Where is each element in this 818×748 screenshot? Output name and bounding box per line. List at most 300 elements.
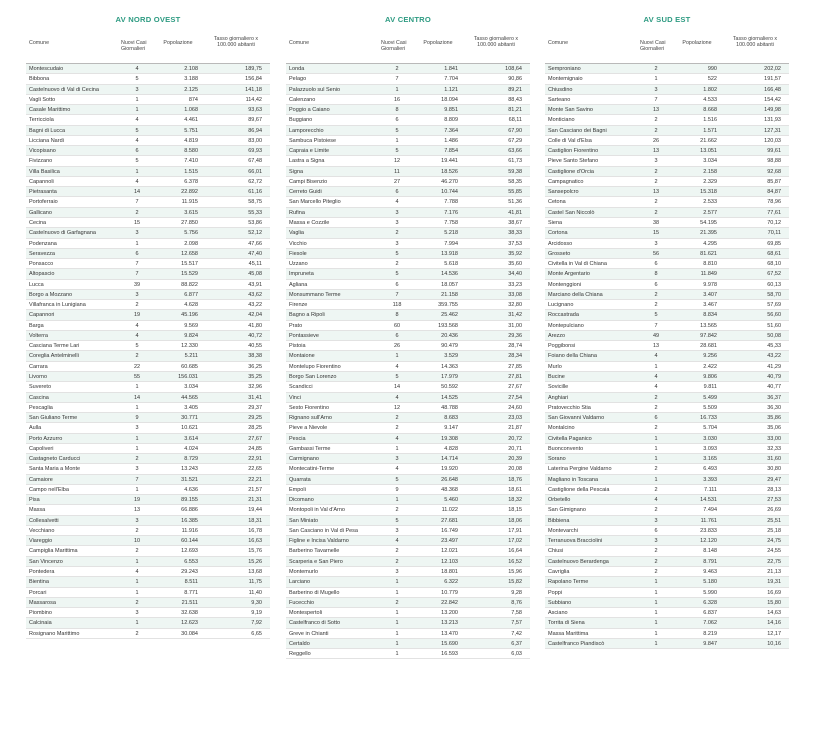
cell-tasso: 191,57	[764, 76, 781, 83]
cell-nuovi-casi: 1	[135, 96, 139, 103]
table-row	[26, 239, 270, 249]
table-row	[286, 95, 530, 105]
cell-nuovi-casi: 7	[395, 76, 399, 83]
cell-popolazione: 60.685	[181, 363, 198, 370]
cell-popolazione: 3.030	[703, 435, 717, 442]
cell-nuovi-casi: 5	[135, 158, 139, 165]
cell-comune: Arcidosso	[548, 240, 573, 247]
cell-tasso: 47,40	[248, 250, 262, 257]
table-row	[26, 197, 270, 207]
cell-popolazione: 5.509	[703, 404, 717, 411]
cell-tasso: 50,08	[767, 332, 781, 339]
cell-comune: Rignano sull'Arno	[289, 415, 332, 422]
cell-tasso: 7,42	[511, 630, 522, 637]
table-row	[545, 423, 789, 433]
cell-comune: Vagli Sotto	[29, 96, 56, 103]
table-row	[26, 495, 270, 505]
cell-tasso: 67,48	[248, 158, 262, 165]
cell-popolazione: 3.614	[184, 435, 198, 442]
cell-tasso: 15,82	[508, 579, 522, 586]
cell-comune: Terranuova Bracciolini	[548, 538, 603, 545]
table-row	[545, 177, 789, 187]
cell-tasso: 14,63	[767, 610, 781, 617]
cell-tasso: 21,13	[767, 569, 781, 576]
cell-popolazione: 1.515	[184, 168, 198, 175]
cell-comune: Pistoia	[289, 343, 306, 350]
cell-nuovi-casi: 4	[135, 322, 139, 329]
cell-tasso: 154,42	[764, 96, 781, 103]
cell-nuovi-casi: 5	[135, 127, 139, 134]
cell-tasso: 11,75	[248, 579, 262, 586]
cell-nuovi-casi: 6	[654, 281, 658, 288]
cell-popolazione: 13.565	[700, 322, 717, 329]
cell-nuovi-casi: 1	[135, 589, 139, 596]
cell-tasso: 90,86	[508, 76, 522, 83]
cell-tasso: 85,87	[767, 178, 781, 185]
table-row	[545, 228, 789, 238]
cell-nuovi-casi: 1	[395, 640, 399, 647]
cell-nuovi-casi: 1	[135, 404, 139, 411]
cell-comune: Camaiore	[29, 476, 53, 483]
cell-comune: Pontassieve	[289, 332, 319, 339]
table-row	[26, 126, 270, 136]
cell-comune: Portoferraio	[29, 199, 58, 206]
table-row	[545, 639, 789, 649]
cell-tasso: 20,39	[508, 456, 522, 463]
cell-comune: Gambassi Terme	[289, 445, 331, 452]
cell-tasso: 20,72	[508, 435, 522, 442]
cell-nuovi-casi: 3	[135, 610, 139, 617]
cell-popolazione: 3.034	[184, 384, 198, 391]
cell-nuovi-casi: 6	[135, 148, 139, 155]
cell-popolazione: 8.683	[444, 415, 458, 422]
table-row	[286, 475, 530, 485]
cell-tasso: 9,19	[251, 610, 262, 617]
header-tasso: Tasso giornaliero x 100.000 abitanti	[473, 36, 519, 49]
cell-comune: Pescia	[289, 435, 306, 442]
cell-nuovi-casi: 2	[135, 527, 139, 534]
cell-nuovi-casi: 3	[395, 569, 399, 576]
cell-comune: Coreglia Antelminelli	[29, 353, 79, 360]
cell-comune: Gallicano	[29, 209, 52, 216]
cell-comune: Montenggioni	[548, 281, 582, 288]
cell-tasso: 166,48	[764, 86, 781, 93]
cell-popolazione: 5.218	[444, 230, 458, 237]
cell-tasso: 53,86	[248, 219, 262, 226]
cell-tasso: 156,84	[245, 76, 262, 83]
cell-popolazione: 12.658	[181, 250, 198, 257]
cell-tasso: 20,08	[508, 466, 522, 473]
cell-comune: Montalcino	[548, 425, 575, 432]
cell-comune: Londa	[289, 66, 305, 72]
cell-nuovi-casi: 19	[133, 312, 141, 319]
cell-tasso: 99,61	[767, 148, 781, 155]
cell-tasso: 47,66	[248, 240, 262, 247]
cell-popolazione: 874	[188, 96, 198, 103]
cell-tasso: 57,69	[767, 302, 781, 309]
cell-tasso: 35,06	[767, 425, 781, 432]
cell-nuovi-casi: 55	[133, 373, 141, 380]
table-row	[26, 228, 270, 238]
cell-nuovi-casi: 4	[395, 538, 399, 545]
cell-tasso: 40,79	[767, 373, 781, 380]
table-row	[26, 516, 270, 526]
cell-popolazione: 16.749	[441, 527, 458, 534]
cell-tasso: 93,63	[248, 107, 262, 114]
table-row	[286, 290, 530, 300]
cell-tasso: 26,69	[767, 507, 781, 514]
panel-av-sud-est	[545, 14, 789, 649]
cell-tasso: 35,60	[508, 261, 522, 268]
table-row	[286, 454, 530, 464]
cell-popolazione: 25.462	[441, 312, 458, 319]
cell-tasso: 30,80	[767, 466, 781, 473]
cell-tasso: 69,93	[248, 148, 262, 155]
cell-popolazione: 8.219	[703, 630, 717, 637]
cell-tasso: 15,96	[508, 569, 522, 576]
cell-comune: Fivizzano	[29, 158, 53, 165]
table-row	[286, 557, 530, 567]
cell-nuovi-casi: 6	[395, 117, 399, 124]
cell-nuovi-casi: 8	[395, 312, 399, 319]
table-row	[286, 546, 530, 556]
cell-tasso: 41,80	[248, 322, 262, 329]
table-row	[545, 290, 789, 300]
cell-popolazione: 4.295	[703, 240, 717, 247]
cell-popolazione: 48.368	[441, 486, 458, 493]
cell-popolazione: 193.568	[438, 322, 458, 329]
cell-tasso: 66,01	[248, 168, 262, 175]
cell-comune: Bibbona	[29, 76, 50, 83]
cell-popolazione: 9.811	[703, 384, 717, 391]
cell-popolazione: 11.022	[441, 507, 458, 514]
table-row	[286, 351, 530, 361]
cell-popolazione: 7.364	[444, 127, 458, 134]
cell-comune: Montopoli in Val d'Arno	[289, 507, 345, 514]
cell-comune: Castelnuovo di Val di Cecina	[29, 86, 99, 93]
cell-comune: Barberino Tavarnelle	[289, 548, 340, 555]
cell-nuovi-casi: 2	[654, 209, 658, 216]
cell-popolazione: 13.243	[181, 466, 198, 473]
cell-popolazione: 30.771	[181, 415, 198, 422]
cell-comune: Pieve a Nievole	[289, 425, 328, 432]
cell-comune: Montaione	[289, 353, 315, 360]
cell-nuovi-casi: 1	[654, 363, 658, 370]
cell-popolazione: 2.329	[703, 178, 717, 185]
cell-nuovi-casi: 6	[654, 261, 658, 268]
cell-tasso: 27,54	[508, 394, 522, 401]
cell-popolazione: 19.308	[441, 435, 458, 442]
cell-nuovi-casi: 5	[135, 76, 139, 83]
table-header	[545, 30, 789, 63]
cell-nuovi-casi: 19	[133, 497, 141, 504]
cell-nuovi-casi: 4	[135, 137, 139, 144]
cell-nuovi-casi: 3	[654, 517, 658, 524]
cell-nuovi-casi: 2	[654, 178, 658, 185]
cell-comune: Impruneta	[289, 271, 314, 278]
table-row	[545, 577, 789, 587]
cell-tasso: 21,31	[248, 497, 262, 504]
table-row	[26, 156, 270, 166]
cell-nuovi-casi: 5	[654, 312, 658, 319]
cell-popolazione: 5.990	[703, 589, 717, 596]
cell-popolazione: 19.441	[441, 158, 458, 165]
cell-nuovi-casi: 4	[135, 332, 139, 339]
panel-title: AV CENTRO	[385, 15, 431, 24]
table-row	[26, 505, 270, 515]
cell-nuovi-casi: 6	[395, 189, 399, 196]
cell-popolazione: 8.809	[444, 117, 458, 124]
cell-comune: Montemignaio	[548, 76, 583, 83]
table-row	[26, 464, 270, 474]
table-row	[545, 126, 789, 136]
cell-popolazione: 45.196	[181, 312, 198, 319]
cell-popolazione: 156.031	[178, 373, 198, 380]
cell-popolazione: 7.704	[444, 76, 458, 83]
cell-tasso: 69,85	[767, 240, 781, 247]
cell-tasso: 33,23	[508, 281, 522, 288]
cell-tasso: 89,67	[248, 117, 262, 124]
cell-popolazione: 4.024	[184, 445, 198, 452]
cell-nuovi-casi: 1	[395, 445, 399, 452]
cell-comune: Murlo	[548, 363, 562, 370]
cell-comune: Colle di Val d'Elsa	[548, 137, 592, 144]
cell-popolazione: 26.648	[441, 476, 458, 483]
cell-tasso: 7,57	[511, 620, 522, 627]
cell-tasso: 22,91	[248, 456, 262, 463]
cell-popolazione: 17.979	[441, 373, 458, 380]
cell-comune: Marciano della Chiana	[548, 291, 603, 298]
cell-tasso: 67,90	[508, 127, 522, 134]
cell-popolazione: 23.497	[441, 538, 458, 545]
cell-comune: San Gimignano	[548, 507, 586, 514]
table-row	[26, 280, 270, 290]
cell-comune: Massarosa	[29, 599, 56, 606]
cell-nuovi-casi: 2	[395, 548, 399, 555]
cell-tasso: 28,34	[508, 353, 522, 360]
cell-comune: Chiusi	[548, 548, 564, 555]
cell-nuovi-casi: 7	[135, 476, 139, 483]
cell-nuovi-casi: 38	[652, 219, 660, 226]
cell-popolazione: 15.318	[700, 189, 717, 196]
cell-comune: Arezzo	[548, 332, 566, 339]
cell-tasso: 88,43	[508, 96, 522, 103]
cell-popolazione: 5.618	[444, 261, 458, 268]
cell-nuovi-casi: 1	[135, 620, 139, 627]
table-row	[26, 105, 270, 115]
cell-nuovi-casi: 1	[654, 599, 658, 606]
cell-tasso: 51,60	[767, 322, 781, 329]
cell-popolazione: 2.533	[703, 199, 717, 206]
cell-popolazione: 15.517	[181, 261, 198, 268]
cell-comune: Castelfranco Piandiscò	[548, 640, 605, 647]
cell-comune: Foiano della Chiana	[548, 353, 597, 360]
cell-nuovi-casi: 13	[133, 507, 141, 514]
cell-comune: Capraia e Limite	[289, 148, 330, 155]
cell-comune: Castelnuovo di Garfagnana	[29, 230, 96, 237]
cell-comune: Poggibonsi	[548, 343, 576, 350]
cell-comune: Pisa	[29, 497, 40, 504]
cell-nuovi-casi: 1	[135, 240, 139, 247]
cell-popolazione: 7.494	[703, 507, 717, 514]
cell-popolazione: 522	[707, 76, 717, 83]
cell-popolazione: 8.771	[184, 589, 198, 596]
cell-popolazione: 5.460	[444, 497, 458, 504]
cell-tasso: 18,15	[508, 507, 522, 514]
cell-popolazione: 9.463	[703, 569, 717, 576]
cell-comune: Rapolano Terme	[548, 579, 589, 586]
cell-tasso: 34,40	[508, 271, 522, 278]
cell-popolazione: 30.084	[181, 630, 198, 637]
cell-nuovi-casi: 2	[395, 507, 399, 514]
cell-comune: Campi Bisenzio	[289, 178, 328, 185]
cell-tasso: 25,51	[767, 517, 781, 524]
cell-comune: Montepulciano	[548, 322, 584, 329]
cell-comune: Pieve Santo Stefano	[548, 158, 599, 165]
table-row	[545, 341, 789, 351]
table-row	[286, 105, 530, 115]
cell-tasso: 68,61	[767, 250, 781, 257]
table-row	[545, 115, 789, 125]
cell-tasso: 89,21	[508, 86, 522, 93]
cell-tasso: 81,21	[508, 107, 522, 114]
cell-nuovi-casi: 1	[395, 620, 399, 627]
panel-av-centro	[286, 14, 530, 659]
cell-nuovi-casi: 3	[654, 158, 658, 165]
table-row	[286, 341, 530, 351]
cell-nuovi-casi: 2	[654, 404, 658, 411]
cell-tasso: 63,66	[508, 148, 522, 155]
cell-comune: Scandicci	[289, 384, 313, 391]
header-comune: Comune	[548, 40, 569, 46]
cell-comune: Piombino	[29, 610, 52, 617]
cell-comune: Lucignano	[548, 302, 574, 309]
table-row	[26, 310, 270, 320]
table-row	[26, 290, 270, 300]
table-row	[26, 218, 270, 228]
cell-comune: Monsummano Terme	[289, 291, 341, 298]
cell-popolazione: 5.211	[184, 353, 198, 360]
table-row	[286, 382, 530, 392]
cell-nuovi-casi: 2	[395, 230, 399, 237]
cell-nuovi-casi: 4	[654, 373, 658, 380]
table-row	[545, 85, 789, 95]
cell-popolazione: 12.103	[441, 558, 458, 565]
cell-comune: Pelago	[289, 76, 307, 83]
cell-comune: Monticiano	[548, 117, 575, 124]
header-comune: Comune	[29, 40, 50, 46]
table-row	[26, 413, 270, 423]
cell-comune: Magliano in Toscana	[548, 476, 599, 483]
cell-nuovi-casi: 1	[395, 353, 399, 360]
table-row	[545, 351, 789, 361]
cell-comune: Bientina	[29, 579, 49, 586]
cell-comune: Pontedera	[29, 569, 55, 576]
table-row	[286, 331, 530, 341]
cell-tasso: 70,11	[767, 230, 781, 237]
cell-popolazione: 16.385	[181, 517, 198, 524]
cell-tasso: 62,72	[248, 178, 262, 185]
cell-tasso: 21,87	[508, 425, 522, 432]
cell-comune: Cortona	[548, 230, 568, 237]
cell-comune: Capannoli	[29, 178, 54, 185]
cell-comune: Signa	[289, 168, 304, 175]
table-row	[26, 434, 270, 444]
cell-nuovi-casi: 39	[133, 281, 141, 288]
table-row	[286, 310, 530, 320]
cell-comune: Siena	[548, 219, 563, 226]
cell-comune: Castiglion Fiorentino	[548, 148, 599, 155]
table-row	[545, 495, 789, 505]
cell-nuovi-casi: 2	[654, 302, 658, 309]
cell-nuovi-casi: 2	[654, 117, 658, 124]
table-row	[545, 239, 789, 249]
table-row	[286, 321, 530, 331]
cell-comune: Sarteano	[548, 96, 571, 103]
cell-nuovi-casi: 2	[654, 66, 658, 72]
table-row	[545, 475, 789, 485]
table-row	[286, 577, 530, 587]
cell-tasso: 16,63	[248, 538, 262, 545]
table-row	[26, 536, 270, 546]
cell-popolazione: 21.662	[700, 137, 717, 144]
cell-tasso: 29,36	[508, 332, 522, 339]
cell-comune: Calenzano	[289, 96, 316, 103]
cell-nuovi-casi: 5	[395, 373, 399, 380]
cell-popolazione: 90.479	[441, 343, 458, 350]
cell-tasso: 31,41	[248, 394, 262, 401]
cell-nuovi-casi: 1	[654, 630, 658, 637]
cell-tasso: 40,55	[248, 343, 262, 350]
table-row	[26, 629, 270, 639]
cell-nuovi-casi: 1	[135, 168, 139, 175]
cell-nuovi-casi: 1	[135, 486, 139, 493]
cell-nuovi-casi: 4	[135, 66, 139, 72]
cell-comune: Poggio a Caiano	[289, 107, 330, 114]
cell-popolazione: 5.751	[184, 127, 198, 134]
cell-popolazione: 27.850	[181, 219, 198, 226]
table-row	[286, 197, 530, 207]
cell-popolazione: 27.681	[441, 517, 458, 524]
cell-comune: San Vincenzo	[29, 558, 63, 565]
table-row	[26, 588, 270, 598]
cell-tasso: 43,22	[248, 302, 262, 309]
cell-popolazione: 54.195	[700, 219, 717, 226]
cell-nuovi-casi: 2	[654, 394, 658, 401]
cell-comune: Bagni di Lucca	[29, 127, 66, 134]
cell-tasso: 120,03	[764, 137, 781, 144]
cell-popolazione: 3.393	[703, 476, 717, 483]
cell-popolazione: 3.407	[703, 291, 717, 298]
table-row	[286, 495, 530, 505]
cell-comune: Agliana	[289, 281, 308, 288]
cell-tasso: 35,25	[248, 373, 262, 380]
cell-nuovi-casi: 1	[135, 384, 139, 391]
cell-tasso: 35,86	[767, 415, 781, 422]
cell-tasso: 67,52	[767, 271, 781, 278]
cell-popolazione: 6.322	[444, 579, 458, 586]
cell-comune: Grosseto	[548, 250, 571, 257]
table-row	[545, 95, 789, 105]
cell-comune: Seravezza	[29, 250, 55, 257]
cell-popolazione: 14.714	[441, 456, 458, 463]
cell-nuovi-casi: 2	[135, 599, 139, 606]
cell-tasso: 19,31	[767, 579, 781, 586]
header-popolazione: Popolazione	[163, 40, 193, 46]
table-row	[286, 423, 530, 433]
cell-comune: Rosignano Marittimo	[29, 630, 80, 637]
cell-tasso: 202,02	[764, 66, 781, 72]
